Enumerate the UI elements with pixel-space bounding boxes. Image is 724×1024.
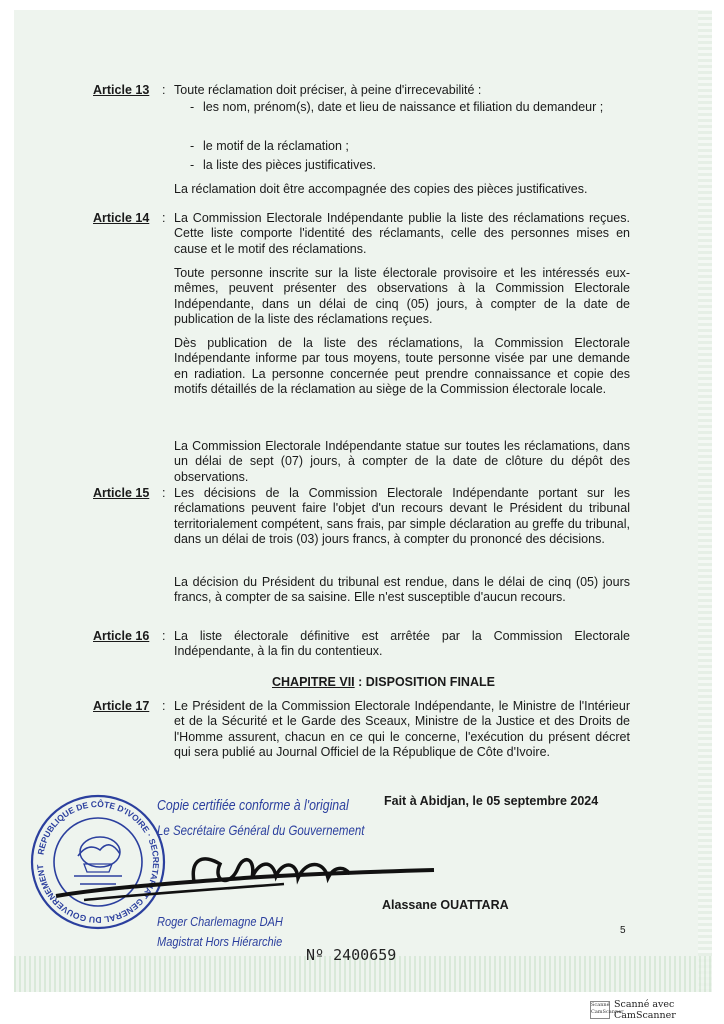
article-intro: Toute réclamation doit préciser, à peine d'irrecevabilité :	[174, 83, 482, 97]
article-paragraph: La décision du Président du tribunal est rendue, dans le délai de cinq (05) jours francs, à compter de sa saisine. Elle n'est susceptible d'aucun recours.	[174, 575, 630, 605]
svg-text:REPUBLIQUE DE CÔTE D'IVOIRE ·: REPUBLIQUE DE CÔTE D'IVOIRE · SECRETARIAT GENERAL DU GOUVERNEMENT	[35, 798, 162, 926]
list-item: les nom, prénom(s), date et lieu de naissance et filiation du demandeur ;	[203, 100, 604, 114]
article-label: Article 17	[93, 699, 150, 713]
list-item: la liste des pièces justificatives.	[203, 158, 376, 172]
place-date: Fait à Abidjan, le 05 septembre 2024	[384, 794, 599, 808]
article-label: Article 15	[93, 486, 150, 500]
signatory-name: Alassane OUATTARA	[382, 898, 509, 912]
scanner-watermark	[590, 1000, 724, 1020]
article-label: Article 16	[93, 629, 150, 643]
list-dash: -	[190, 139, 195, 153]
chapter-heading	[272, 675, 495, 689]
chapter-title: : DISPOSITION FINALE	[354, 675, 495, 689]
article-paragraph: La Commission Electorale Indépendante statue sur toutes les réclamations, dans un délai de sept (07) jours, à compter de la date de clôture du dépôt des observations.	[174, 439, 630, 484]
list-dash: -	[190, 158, 195, 172]
article-paragraph: Le Président de la Commission Electorale Indépendante, le Ministre de l'Intérieur et de la Sécurité et le Garde des Sceaux, Ministre de la Justice et des Droits de l'Homme assurent, chacun en ce qui le concerne, l'exécution du présent décret qui sera publié au Journal Officiel de la République de Côte d'Ivoire.	[174, 699, 630, 760]
article-colon: :	[162, 83, 166, 97]
document-number: Nº 2400659	[306, 946, 397, 964]
certifier-name: Roger Charlemagne DAH	[157, 914, 283, 929]
article-paragraph: Toute personne inscrite sur la liste électorale provisoire et les intéressés eux-mêmes, peuvent présenter des observations à la Commission Electorale Indépendante, dans un délai de cinq (05) jours, à compter de la date de publication de la liste des réclamations reçues.	[174, 266, 630, 327]
article-colon: :	[162, 629, 166, 643]
article-colon: :	[162, 211, 166, 225]
camscanner-logo-icon: Scanné CamScanner	[590, 1001, 610, 1019]
article-label: Article 14	[93, 211, 150, 225]
article-paragraph: La liste électorale définitive est arrêtée par la Commission Electorale Indépendante, à la fin du contentieux.	[174, 629, 630, 659]
chapter-number: CHAPITRE VII	[272, 675, 355, 689]
article-label: Article 13	[93, 83, 150, 97]
secretary-stamp: Le Secrétaire Général du Gouvernement	[157, 822, 365, 838]
article-colon: :	[162, 699, 166, 713]
article-paragraph: La Commission Electorale Indépendante publie la liste des réclamations reçues. Cette liste comporte l'identité des réclamants, celle des personnes mises en cause et le motif des réclamations.	[174, 211, 630, 256]
list-dash: -	[190, 100, 195, 114]
article-paragraph: La réclamation doit être accompagnée des copies des pièces justificatives.	[174, 182, 588, 196]
article-colon: :	[162, 486, 166, 500]
document-page	[14, 10, 712, 992]
page-number: 5	[620, 925, 626, 936]
article-paragraph: Dès publication de la liste des réclamations, la Commission Electorale Indépendante informe par tous moyens, toute personne visée par une demande en radiation. La personne concernée peut prendre connaissance et copie des motifs détaillés de la réclamation au siège de la Commission électorale locale.	[174, 336, 630, 397]
page-edge	[698, 10, 712, 992]
scanner-label: Scanné avec CamScanner	[614, 999, 676, 1021]
article-paragraph: Les décisions de la Commission Electorale Indépendante portant sur les réclamations peuvent faire l'objet d'un recours devant le Président du tribunal territorialement compétent, sans frais, par simple déclaration au greffe du tribunal, dans un délai de trois (03) jours francs, à compter du prononcé des décisions.	[174, 486, 630, 547]
certifier-title: Magistrat Hors Hiérarchie	[157, 934, 283, 949]
certified-copy-stamp: Copie certifiée conforme à l'original	[157, 797, 349, 814]
list-item: le motif de la réclamation ;	[203, 139, 349, 153]
